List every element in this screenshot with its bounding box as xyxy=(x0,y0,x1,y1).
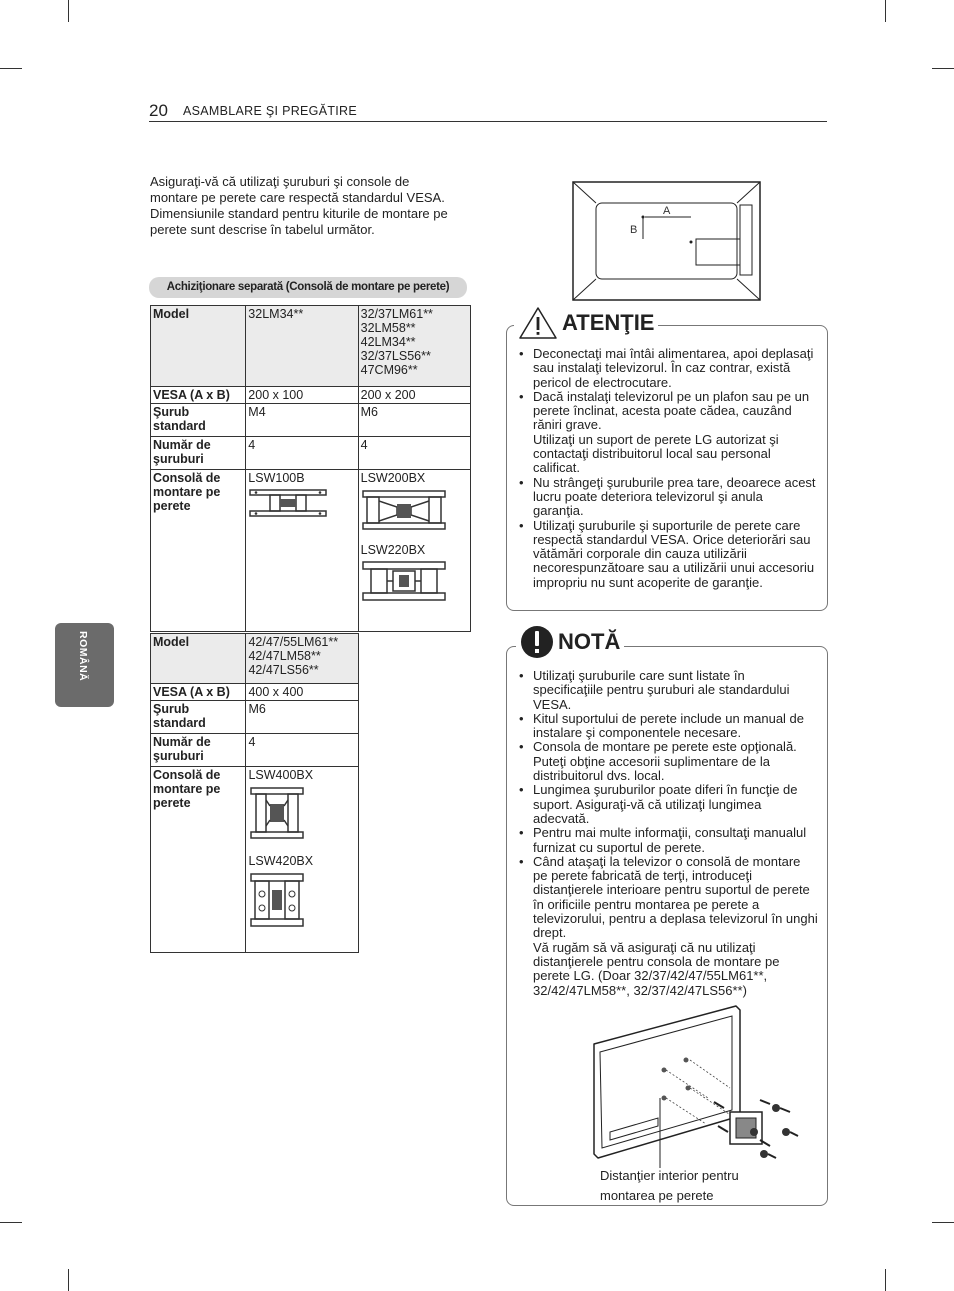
model-line: 42/47LS56** xyxy=(248,663,319,677)
crop-mark xyxy=(68,0,69,22)
page-number: 20 xyxy=(149,101,168,120)
list-item: • Deconectaţi mai întâi alimentarea, apoi deplasaţi sau instalaţi televizorul. În caz contrar, există pericol de electrocutare. xyxy=(516,347,816,390)
screw-count-cell: 4 xyxy=(358,437,470,470)
model-line: 42/47LM58** xyxy=(248,649,321,663)
list-item: • Utilizaţi şuruburile care sunt listate în specificaţiile pentru şuruburi ale standardului VESA. xyxy=(516,669,818,712)
crop-mark xyxy=(932,68,954,69)
model-cell xyxy=(246,634,359,684)
crop-mark xyxy=(885,0,886,22)
model-line: 42/47/55LM61** xyxy=(248,635,339,649)
bracket-cell xyxy=(246,470,358,632)
model-label: Model xyxy=(151,306,246,387)
language-tab xyxy=(55,623,114,707)
vesa-label: VESA (A x B) xyxy=(151,684,246,701)
list-item: • Kitul suportului de perete include un manual de instalare şi componentele necesare. xyxy=(516,712,818,741)
caption-line: montarea pe perete xyxy=(600,1188,714,1203)
bracket-name: LSW200BX xyxy=(360,471,426,485)
bracket-name: LSW420BX xyxy=(248,854,314,868)
wall-bracket-icon xyxy=(248,487,328,519)
section-title: ASAMBLARE ŞI PREGĂTIRE xyxy=(183,104,358,118)
spacer-caption xyxy=(600,1166,739,1206)
note-list xyxy=(516,669,818,998)
list-item: • Consola de montare pe perete este opţională. Puteţi obţine accesorii suplimentare de la distribuitorul dvs. local. xyxy=(516,740,818,783)
warning-triangle-icon xyxy=(518,306,558,340)
screw-count-cell: 4 xyxy=(246,437,358,470)
wall-bracket-icon xyxy=(248,784,306,842)
wall-bracket-icon xyxy=(361,487,447,533)
model-line: 32/37LM61** xyxy=(360,307,433,321)
screw-label: Şurub standard xyxy=(151,404,246,437)
model-line: 42LM34** xyxy=(360,335,416,349)
vesa-label: VESA (A x B) xyxy=(151,387,246,404)
list-item: • Pentru mai multe informaţii, consultaţi manualul furnizat cu suportul de perete. xyxy=(516,826,818,855)
model-line: 32LM58** xyxy=(360,321,416,335)
vesa-cell: 400 x 400 xyxy=(246,684,359,701)
vesa-cell: 200 x 200 xyxy=(358,387,470,404)
caption-line: Distanţier interior pentru xyxy=(600,1168,739,1183)
bracket-cell xyxy=(246,767,359,953)
screw-count-cell: 4 xyxy=(246,734,359,767)
list-item: • Lungimea şuruburilor poate diferi în funcţie de suport. Asiguraţi-vă că utilizaţi lungimea adecvată. xyxy=(516,783,818,826)
caution-heading: ATENŢIE xyxy=(562,310,655,335)
bracket-name: LSW220BX xyxy=(360,543,426,557)
list-item: • Când ataşaţi la televizor o consolă de montare pe perete fabricată de terţi, introduceţi distanţierele interioare pentru suportul de perete în orificiile pentru montarea pe perete a televizorului, pentru a deplasa televizorul în unghi drept. Vă rugăm să vă asiguraţi că nu utilizaţi distanţierele pentru consola de montare pe perete LG. (Doar 32/37/42/47/55LM61**, 32/42/47LM58**, 32/37/42/47LS56**) xyxy=(516,855,818,998)
dim-label-a: A xyxy=(663,205,671,217)
exclamation-circle-icon xyxy=(520,625,554,659)
model-cell xyxy=(358,306,470,387)
tv-back-vesa-diagram xyxy=(572,181,762,301)
crop-mark xyxy=(932,1222,954,1223)
list-item: • Utilizaţi şuruburile şi suporturile de perete care respectă standardul VESA. Orice deteriorări sau vătămări corporale din cauza utilizării necorespunzătoare sau a utilizării unui accesoriu impropriu nu sunt acoperite de garanţie. xyxy=(516,519,816,590)
model-label: Model xyxy=(151,634,246,684)
crop-mark xyxy=(0,68,22,69)
screw-cell: M6 xyxy=(246,701,359,734)
note-title xyxy=(516,622,624,662)
bracket-cell xyxy=(358,470,470,632)
language-tab-label: ROMÂNĂ xyxy=(77,631,89,682)
bracket-name: LSW400BX xyxy=(248,768,314,782)
wall-bracket-icon xyxy=(361,559,447,603)
list-item-extra: Utilizaţi un suport de perete LG autorizat şi contactaţi distribuitorul local sau personal calificat. xyxy=(533,431,779,476)
crop-mark xyxy=(885,1269,886,1291)
model-line: 32/37LS56** xyxy=(360,349,431,363)
list-item-extra: Vă rugăm să vă asiguraţi că nu utilizaţi distanţierele pentru consola de montare pe perete LG. (Doar 32/37/42/47/55LM61**, 32/42/47LM58**, 32/37/42/47LS56**) xyxy=(533,939,780,998)
tv-spacer-illustration xyxy=(590,1000,810,1170)
dim-label-b: B xyxy=(630,224,638,236)
intro-paragraph: Asiguraţi-vă că utilizaţi şuruburi şi console de montare pe perete care respectă standardul VESA. Dimensiunile standard pentru kiturile de montare pe perete sunt descrise în tabelul următor. xyxy=(150,174,448,237)
screw-cell: M6 xyxy=(358,404,470,437)
screw-count-label: Număr de şuruburi xyxy=(151,437,246,470)
caution-list xyxy=(516,347,816,590)
crop-mark xyxy=(68,1269,69,1291)
note-heading: NOTĂ xyxy=(558,629,621,654)
crop-mark xyxy=(0,1222,22,1223)
screw-label: Şurub standard xyxy=(151,701,246,734)
list-item: • Nu strângeţi şuruburile prea tare, deoarece acest lucru poate deteriora televizorul şi anula garanţia. xyxy=(516,476,816,519)
bracket-name: LSW100B xyxy=(248,471,305,485)
bracket-label: Consolă de montare pe perete xyxy=(151,470,246,632)
wall-bracket-icon xyxy=(248,870,306,930)
vesa-cell: 200 x 100 xyxy=(246,387,358,404)
caution-title xyxy=(514,303,658,343)
list-item: • Dacă instalaţi televizorul pe un plafon sau pe un perete înclinat, acesta poate cădea, cauzând răniri grave. Utilizaţi un suport de perete LG autorizat şi contactaţi distribuitorul local sau personal calificat. xyxy=(516,390,816,476)
bracket-label: Consolă de montare pe perete xyxy=(151,767,246,953)
header-rule xyxy=(149,121,827,122)
model-cell: 32LM34** xyxy=(246,306,358,387)
model-line: 47CM96** xyxy=(360,363,418,377)
screw-count-label: Număr de şuruburi xyxy=(151,734,246,767)
spec-table-2 xyxy=(150,633,359,953)
purchase-label: Achiziţionare separată (Consolă de montare pe perete) xyxy=(149,277,467,298)
spec-table-1 xyxy=(150,305,471,632)
screw-cell: M4 xyxy=(246,404,358,437)
